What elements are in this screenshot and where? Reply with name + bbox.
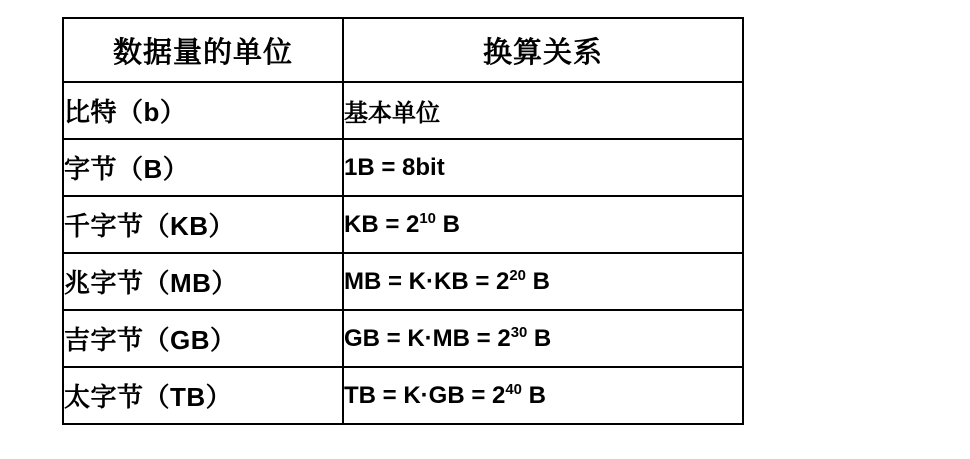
table-row bbox=[63, 139, 743, 196]
cell-relation bbox=[343, 196, 743, 253]
cell-relation bbox=[343, 253, 743, 310]
relation-base: GB = K·MB = 2 bbox=[344, 324, 511, 352]
cell-unit: 吉字节（GB） bbox=[63, 310, 343, 367]
relation-exponent: 10 bbox=[419, 210, 436, 227]
cell-relation bbox=[343, 310, 743, 367]
cell-unit: 比特（b） bbox=[63, 82, 343, 139]
relation-suffix: B bbox=[525, 267, 550, 295]
relation-base: TB = K·GB = 2 bbox=[344, 381, 506, 409]
relation-exponent: 20 bbox=[509, 267, 526, 284]
cell-unit: 千字节（KB） bbox=[63, 196, 343, 253]
data-units-table bbox=[62, 17, 744, 425]
relation-expression bbox=[344, 325, 551, 352]
cell-unit: 兆字节（MB） bbox=[63, 253, 343, 310]
relation-suffix: B bbox=[435, 210, 460, 238]
relation-exponent: 30 bbox=[510, 324, 528, 341]
table-row bbox=[63, 196, 743, 253]
cell-relation bbox=[343, 139, 743, 196]
cell-relation bbox=[343, 367, 743, 424]
table-row bbox=[63, 310, 743, 367]
relation-suffix: B bbox=[521, 381, 546, 409]
table-row bbox=[63, 82, 743, 139]
table-row bbox=[63, 253, 743, 310]
column-header-relation: 换算关系 bbox=[343, 18, 743, 82]
cell-relation bbox=[343, 82, 743, 139]
relation-exponent: 40 bbox=[505, 381, 522, 398]
table-row bbox=[63, 367, 743, 424]
relation-expression bbox=[344, 268, 550, 295]
relation-expression bbox=[344, 382, 546, 409]
relation-text: 基本单位 bbox=[344, 100, 440, 127]
cell-unit: 字节（B） bbox=[63, 139, 343, 196]
relation-base: KB = 2 bbox=[344, 210, 420, 238]
relation-text: 1B = 8bit bbox=[344, 153, 445, 181]
table-header-row bbox=[63, 18, 743, 82]
relation-suffix: B bbox=[527, 324, 552, 352]
data-units-table-container bbox=[62, 17, 742, 425]
cell-unit: 太字节（TB） bbox=[63, 367, 343, 424]
relation-base: MB = K·KB = 2 bbox=[344, 267, 510, 295]
relation-expression bbox=[344, 211, 460, 238]
column-header-unit: 数据量的单位 bbox=[63, 18, 343, 82]
